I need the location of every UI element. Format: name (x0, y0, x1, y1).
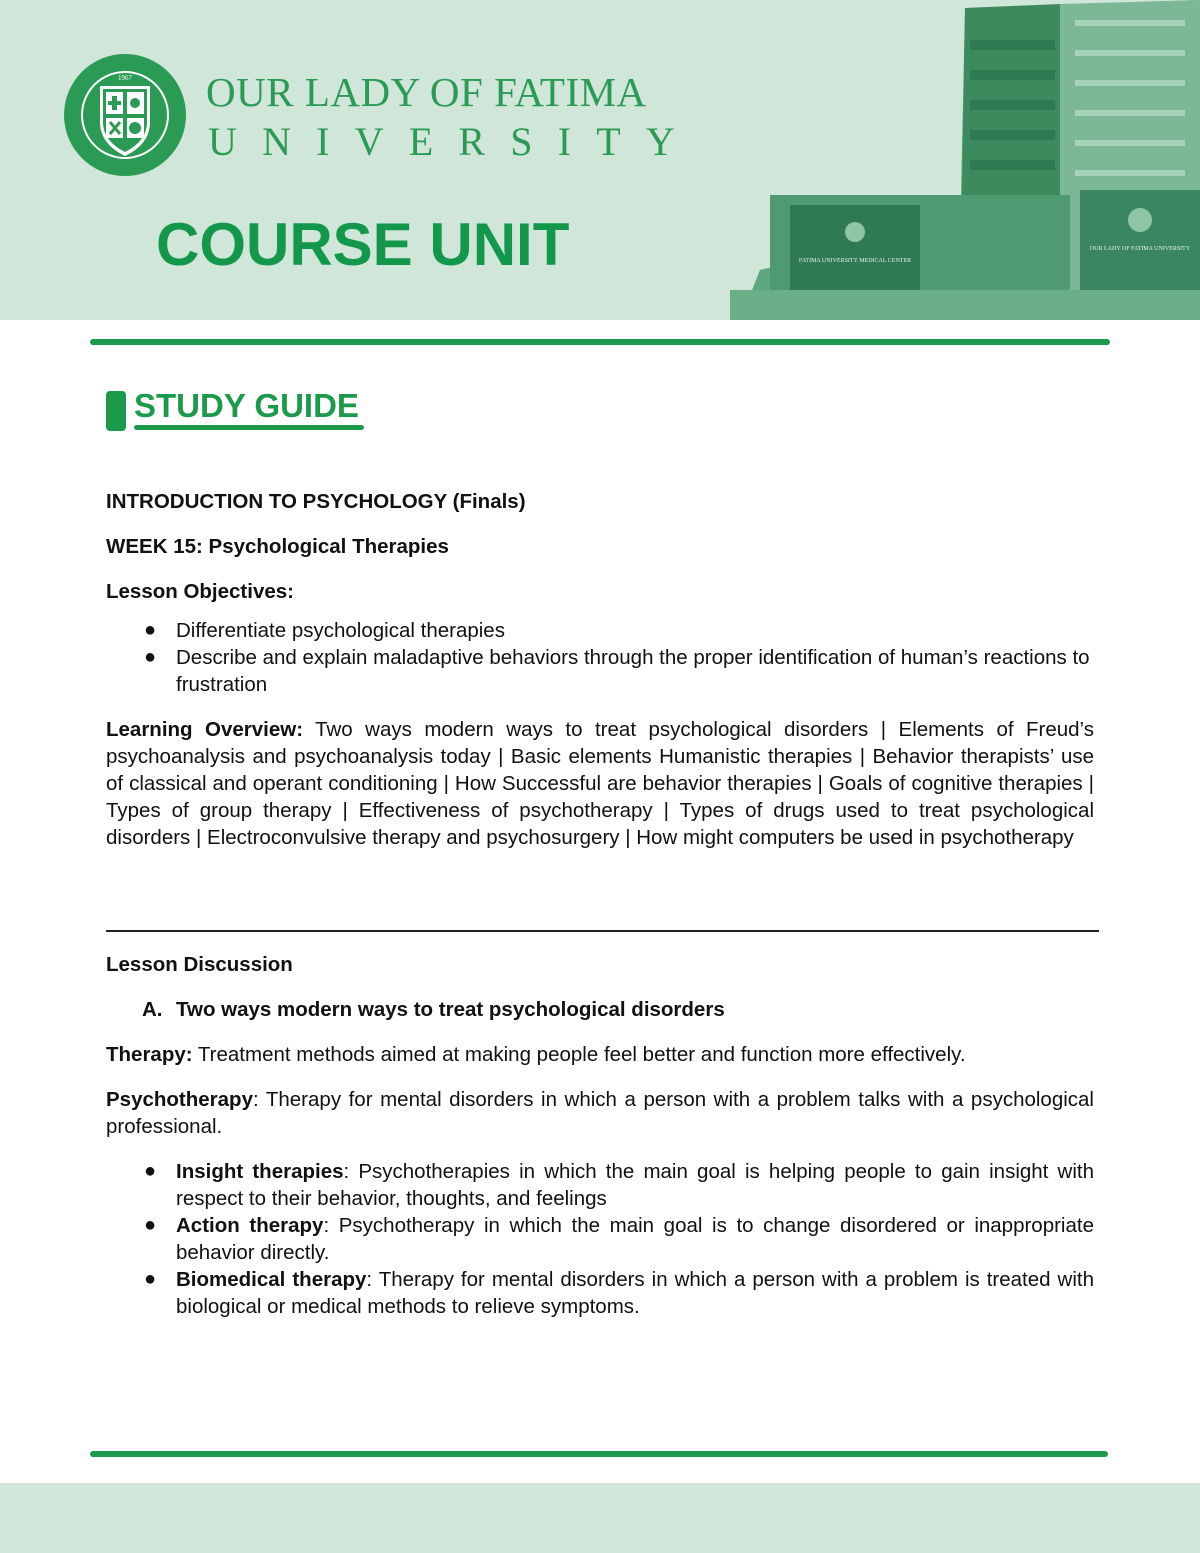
section-letter: A. (142, 998, 163, 1021)
university-name: OUR LADY OF FATIMA (206, 69, 647, 115)
course-title: INTRODUCTION TO PSYCHOLOGY (Finals) (106, 490, 526, 513)
list-item (106, 617, 1094, 644)
building-sign-medical-center: FATIMA UNIVERSITY MEDICAL CENTER (798, 258, 912, 264)
bullet-icon: ● (144, 1268, 157, 1290)
discussion-heading: Lesson Discussion (106, 953, 293, 976)
course-unit-title: COURSE UNIT (156, 211, 570, 278)
bullet-icon: ● (144, 1160, 157, 1182)
overview-label: Learning Overview: (106, 718, 304, 741)
type-label: Action therapy (176, 1214, 324, 1237)
type-text: : Therapy for mental disorders in which a person with a problem is treated with biological or medical methods to relieve symptoms. (176, 1268, 1095, 1318)
bullet-icon: ● (144, 619, 157, 641)
bottom-divider-rule (90, 1451, 1108, 1457)
learning-overview (106, 716, 1094, 851)
building-sign-university: OUR LADY OF FATIMA UNIVERSITY (1089, 246, 1191, 252)
therapy-text: Treatment methods aimed at making people feel better and function more effectively. (192, 1043, 966, 1066)
list-item (106, 1158, 1094, 1212)
footer-band (0, 1483, 1200, 1553)
objectives-heading: Lesson Objectives: (106, 580, 294, 603)
bullet-icon: ● (144, 1214, 157, 1236)
type-text: : Psychotherapy in which the main goal is to change disordered or inappropriate behavior directly. (176, 1214, 1094, 1264)
section-divider (106, 930, 1099, 932)
university-subtitle: UNIVERSITY (208, 119, 700, 164)
therapy-label: Therapy: (106, 1043, 193, 1066)
top-divider-rule (90, 339, 1110, 345)
header-banner (0, 0, 1200, 320)
list-item (106, 644, 1094, 698)
lesson-intro (106, 488, 1094, 851)
list-item (106, 1266, 1094, 1320)
psychotherapy-definition (106, 1086, 1094, 1140)
objectives-list (106, 617, 1094, 698)
overview-text: Two ways modern ways to treat psychological disorders | Elements of Freud’s psychoanalysis and psychoanalysis today | Basic elements Humanistic therapies | Behavior therapists’ use of classical and operant conditioning | How Successful are behavior therapies | Goals of cognitive therapies | Types of group therapy | Effectiveness of psychotherapy | Types of drugs used to treat psychological disorders | Electroconvulsive therapy and psychosurgery | How might computers be used in psychotherapy (106, 718, 1094, 849)
therapy-types-list (106, 1158, 1094, 1320)
lesson-discussion (106, 951, 1094, 1320)
type-label: Biomedical therapy (176, 1268, 367, 1291)
objective-text: Differentiate psychological therapies (176, 619, 505, 642)
study-guide-underline (134, 425, 364, 430)
objective-text: Describe and explain maladaptive behaviors through the proper identification of human’s reactions to frustration (176, 646, 1090, 696)
list-item (106, 1212, 1094, 1266)
university-seal-logo (62, 52, 188, 178)
seal-year: 1967 (118, 74, 132, 82)
study-guide-marker (106, 391, 126, 431)
section-title: Two ways modern ways to treat psychological disorders (176, 998, 725, 1021)
type-label: Insight therapies (176, 1160, 344, 1183)
therapy-definition (106, 1041, 1094, 1068)
week-title: WEEK 15: Psychological Therapies (106, 535, 449, 558)
psychotherapy-label: Psychotherapy (106, 1088, 253, 1111)
section-a-heading (106, 996, 1094, 1023)
building-photo (730, 0, 1200, 320)
psychotherapy-text: : Therapy for mental disorders in which a person with a problem talks with a psychological professional. (106, 1088, 1094, 1138)
type-text: : Psychotherapies in which the main goal is helping people to gain insight with respect to their behavior, thoughts, and feelings (176, 1160, 1094, 1210)
bullet-icon: ● (144, 646, 157, 668)
study-guide-label: STUDY GUIDE (134, 387, 359, 424)
